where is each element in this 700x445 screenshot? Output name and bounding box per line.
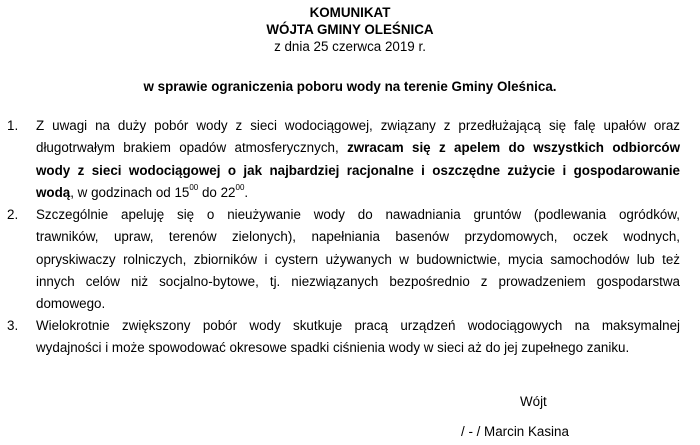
sentence-end: . [244, 184, 249, 200]
document-subject: w sprawie ograniczenia poboru wody na terenie Gminy Oleśnica. [143, 79, 557, 94]
appeal-emphasis: wodą [36, 184, 71, 200]
point-text [36, 315, 680, 360]
point-text [36, 204, 680, 315]
signature-name: / - / Marcin Kasina [461, 424, 569, 439]
hours-to-minutes: 00 [235, 183, 245, 193]
point-line: innych celów niż socjalno-bytowe, tj. niezwiązanych bezpośrednio z prowadzeniem gospodarstwa [36, 273, 680, 289]
point-line: Wielokrotnie zwiększony pobór wody skutkuje pracą urządzeń wodociągowych na maksymalnej [36, 318, 680, 333]
point-text-segment: długotrwałym brakiem opadów atmosferycznych, [36, 140, 339, 156]
point-line [36, 160, 680, 182]
point-line [36, 182, 680, 204]
signature-title: Wójt [520, 394, 547, 409]
point-line [36, 137, 680, 159]
appeal-emphasis: wody z sieci wodociągowej o jak najbardziej racjonalne i oszczędne zużycie i gospodarowanie [36, 162, 680, 178]
point-line: trawników, upraw, terenów zielonych), napełniania basenów przydomowych, oczek wodnych, [36, 229, 680, 245]
point-number: 1. [7, 118, 19, 133]
point-line: opryskiwaczy rolniczych, zbiorników i cystern używanych w budownictwie, mycia samochodów lub też [36, 251, 680, 267]
point-text [36, 115, 680, 204]
point-number: 3. [7, 318, 19, 333]
point-line: Szczególnie apeluję się o nieużywanie wody do nawadniania gruntów (podlewania ogródków, [36, 207, 680, 222]
appeal-emphasis: zwracam się z apelem do wszystkich odbiorców [347, 140, 681, 156]
hours-from-minutes: 00 [189, 183, 199, 193]
point-line: domowego. [36, 296, 106, 312]
point-line: Z uwagi na duży pobór wody z sieci wodociągowej, związany z przedłużającą się falę upałów oraz [36, 118, 680, 133]
point-number: 2. [7, 207, 19, 222]
hours-to-text: do 22 [198, 184, 236, 200]
document-date: z dnia 25 czerwca 2019 r. [274, 39, 426, 54]
hours-from-text: , w godzinach od 15 [70, 184, 190, 200]
document-type-heading: KOMUNIKAT [309, 5, 391, 20]
issuer-heading: WÓJTA GMINY OLEŚNICA [266, 22, 434, 37]
point-line: wydajności i może spowodować okresowe spadki ciśnienia wody w sieci aż do jej zupełnego zaniku. [36, 340, 630, 356]
